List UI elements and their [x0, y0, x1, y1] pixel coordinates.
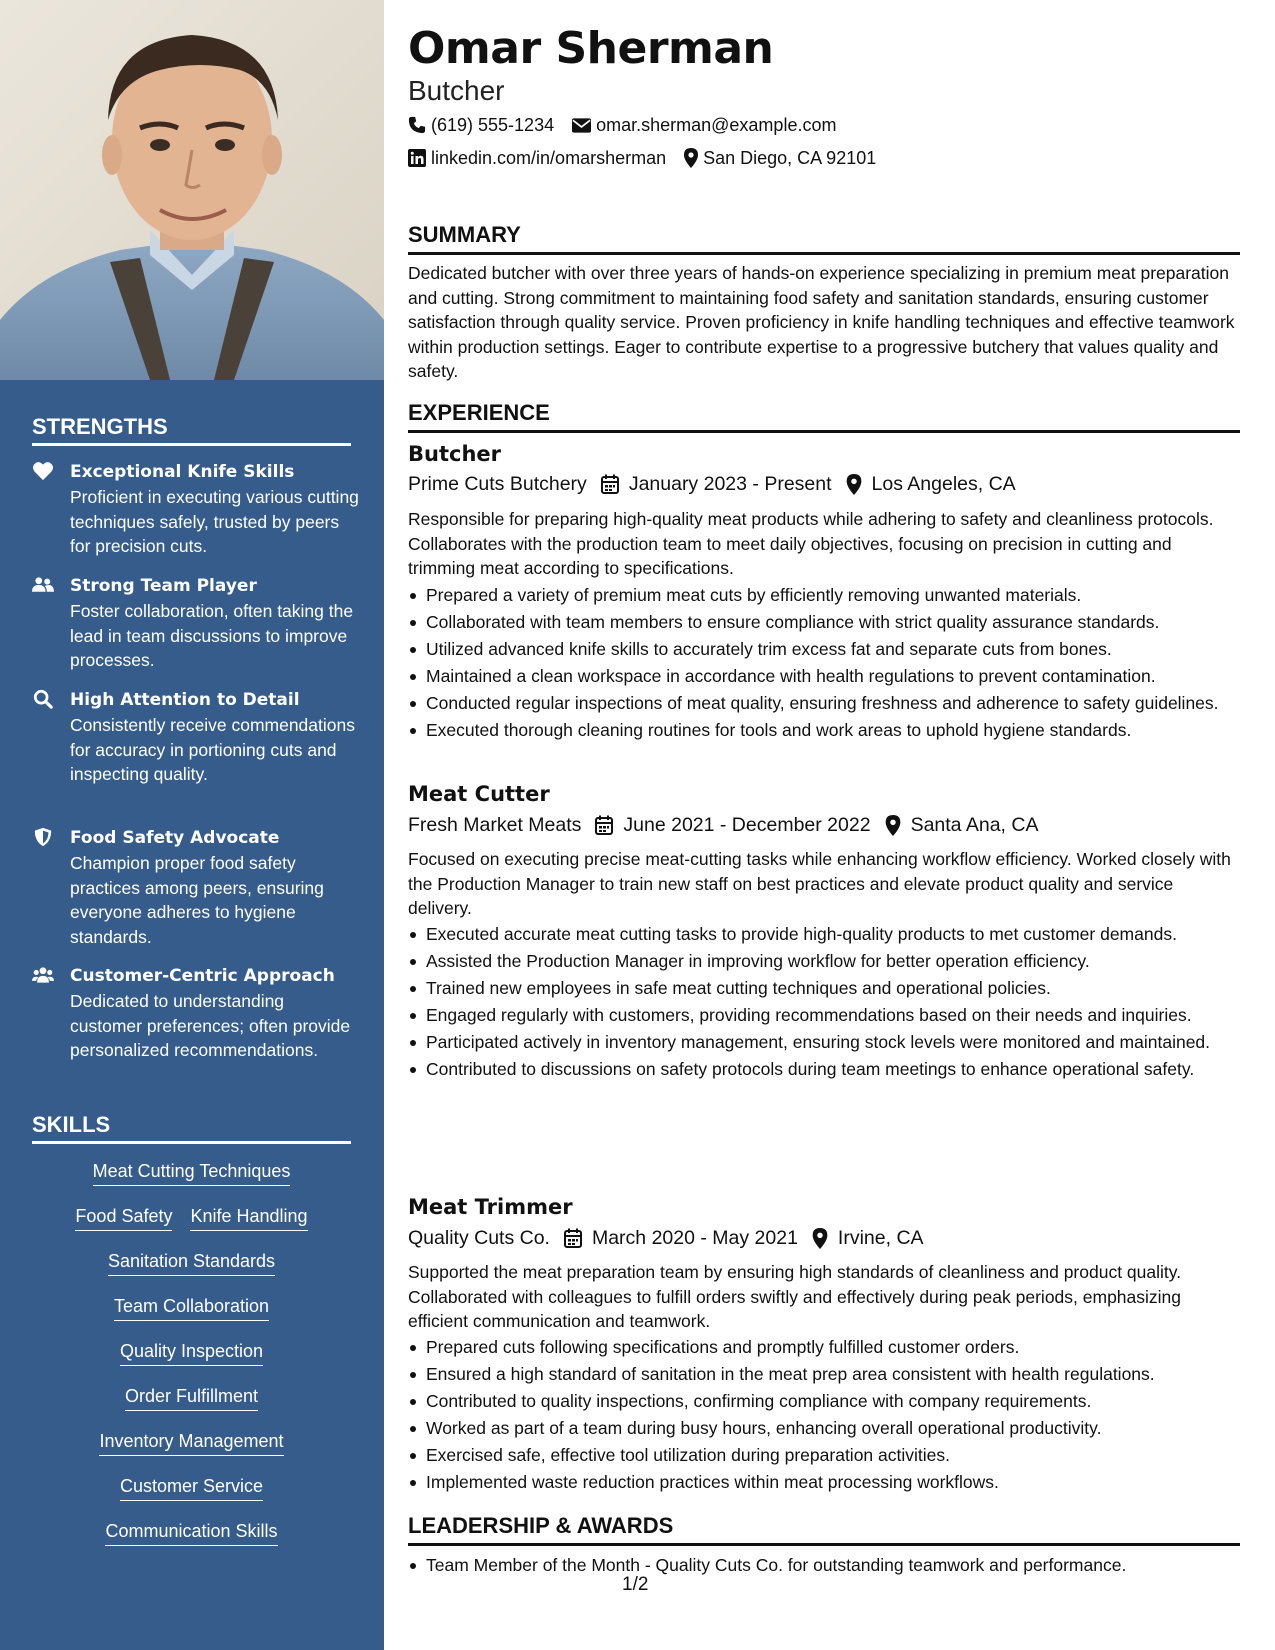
job-meta	[408, 471, 1030, 497]
strength-desc: Foster collaboration, often taking the lead in team discussions to improve processes.	[70, 601, 354, 670]
strength-title: Food Safety Advocate	[70, 828, 280, 848]
job-location: Los Angeles, CA	[871, 473, 1016, 495]
users-icon	[32, 575, 54, 595]
skill-tag: Meat Cutting Techniques	[93, 1160, 291, 1186]
list-item: Implemented waste reduction practices within meat processing workflows.	[426, 1470, 1258, 1495]
job-location: Santa Ana, CA	[910, 814, 1039, 836]
list-item: Utilized advanced knife skills to accurately trim excess fat and separate cuts from bones.	[426, 637, 1258, 662]
list-item: Collaborated with team members to ensure compliance with strict quality assurance standards.	[426, 610, 1258, 635]
skill-tag: Food Safety	[75, 1205, 172, 1231]
job-dates: January 2023 - Present	[628, 473, 832, 495]
calendar-icon	[595, 815, 613, 835]
strength-title: High Attention to Detail	[70, 690, 300, 710]
skills-list	[32, 1160, 351, 1565]
list-item: Trained new employees in safe meat cutting techniques and operational policies.	[426, 976, 1258, 1001]
summary-text: Dedicated butcher with over three years of hands-on experience specializing in premium meat preparation and cutting. Strong commitment to maintaining food safety and sanitation standards, ensuring customer satisfaction through quality service. Proven proficiency in knife handling techniques and effective teamwork within production settings. Eager to contribute expertise to a progressive butchery that values quality and safety.	[408, 263, 1235, 381]
linkedin-link[interactable]: linkedin.com/in/omarsherman	[431, 148, 667, 168]
list-item: Conducted regular inspections of meat quality, ensuring freshness and adherence to safety guidelines.	[426, 691, 1258, 716]
list-item: Worked as part of a team during busy hours, enhancing overall operational productivity.	[426, 1416, 1258, 1441]
map-pin-icon	[846, 474, 862, 495]
job-company: Quality Cuts Co.	[408, 1227, 550, 1249]
job-title: Butcher	[408, 442, 501, 466]
list-item: Ensured a high standard of sanitation in the meat prep area consistent with health regulations.	[426, 1362, 1258, 1387]
map-pin-icon	[812, 1228, 828, 1249]
job-dates: March 2020 - May 2021	[591, 1227, 798, 1249]
skill-tag: Order Fulfillment	[125, 1385, 258, 1411]
skill-tag: Knife Handling	[190, 1205, 307, 1231]
job-company: Fresh Market Meats	[408, 814, 582, 836]
list-item: Maintained a clean workspace in accordance with health regulations to prevent contamination.	[426, 664, 1258, 689]
list-item: Contributed to quality inspections, confirming compliance with company requirements.	[426, 1389, 1258, 1414]
search-icon	[32, 689, 54, 709]
job-bullets	[408, 922, 1258, 1084]
strength-desc: Dedicated to understanding customer preferences; often provide personalized recommendations.	[70, 991, 351, 1060]
strength-title: Strong Team Player	[70, 576, 257, 596]
group-icon	[32, 965, 54, 985]
job-description: Focused on executing precise meat-cutting tasks while enhancing workflow efficiency. Worked closely with the Production Manager to train new staff on best practices and elevate product quality and service delivery.	[408, 849, 1231, 918]
strengths-heading: STRENGTHS	[32, 414, 351, 446]
job-location: Irvine, CA	[837, 1227, 924, 1249]
strength-desc: Proficient in executing various cutting techniques safely, trusted by peers for precision cuts.	[70, 487, 359, 556]
strength-desc: Champion proper food safety practices among peers, ensuring everyone adheres to hygiene standards.	[70, 853, 324, 947]
page-number: 1/2	[622, 1574, 649, 1595]
contact-row-2	[408, 146, 894, 170]
list-item: Contributed to discussions on safety protocols during team meetings to enhance operational safety.	[426, 1057, 1258, 1082]
phone-icon	[408, 116, 426, 134]
list-item: Team Member of the Month - Quality Cuts Co. for outstanding teamwork and performance.	[426, 1553, 1258, 1578]
skills-heading: SKILLS	[32, 1112, 351, 1144]
awards-list	[408, 1553, 1258, 1580]
list-item: Exercised safe, effective tool utilization during preparation activities.	[426, 1443, 1258, 1468]
list-item: Prepared cuts following specifications and promptly fulfilled customer orders.	[426, 1335, 1258, 1360]
list-item: Executed thorough cleaning routines for tools and work areas to uphold hygiene standards.	[426, 718, 1258, 743]
phone-text[interactable]: (619) 555-1234	[431, 115, 555, 135]
heart-icon	[32, 461, 54, 481]
envelope-icon	[572, 118, 591, 133]
strength-title: Exceptional Knife Skills	[70, 462, 295, 482]
skill-tag: Sanitation Standards	[108, 1250, 275, 1276]
job-meta	[408, 812, 1052, 838]
shield-icon	[32, 827, 54, 847]
list-item: Participated actively in inventory management, ensuring stock levels were monitored and maintained.	[426, 1030, 1258, 1055]
job-title: Meat Trimmer	[408, 1195, 573, 1219]
job-title: Meat Cutter	[408, 782, 550, 806]
map-pin-icon	[684, 148, 698, 168]
summary-heading: SUMMARY	[408, 222, 1240, 255]
strength-title: Customer-Centric Approach	[70, 966, 335, 986]
sidebar	[0, 0, 384, 1650]
list-item: Executed accurate meat cutting tasks to provide high-quality products to met customer demands.	[426, 922, 1258, 947]
list-item: Engaged regularly with customers, providing recommendations based on their needs and inquiries.	[426, 1003, 1258, 1028]
job-dates: June 2021 - December 2022	[623, 814, 871, 836]
profile-photo	[0, 0, 384, 380]
location-text: San Diego, CA 92101	[703, 148, 877, 168]
job-meta	[408, 1225, 938, 1251]
skill-tag: Customer Service	[120, 1475, 263, 1501]
calendar-icon	[601, 474, 619, 494]
skill-tag: Inventory Management	[99, 1430, 283, 1456]
job-description: Responsible for preparing high-quality meat products while adhering to safety and cleanliness protocols. Collaborates with the production team to meet daily objectives, focusing on precision in cutting and trimming meat according to specifications.	[408, 509, 1214, 578]
job-description: Supported the meat preparation team by ensuring high standards of cleanliness and product quality. Collaborated with colleagues to fulfill orders swiftly and effectively during peak periods, emphasizing efficient communication and teamwork.	[408, 1262, 1182, 1331]
contact-row-1	[408, 113, 854, 137]
job-bullets	[408, 583, 1258, 745]
experience-heading: EXPERIENCE	[408, 400, 1240, 433]
job-bullets	[408, 1335, 1258, 1497]
map-pin-icon	[885, 815, 901, 836]
strength-desc: Consistently receive commendations for accuracy in portioning cuts and inspecting quality.	[70, 715, 355, 784]
email-link[interactable]: omar.sherman@example.com	[596, 115, 837, 135]
skill-tag: Quality Inspection	[120, 1340, 263, 1366]
skill-tag: Team Collaboration	[114, 1295, 269, 1321]
list-item: Assisted the Production Manager in improving workflow for better operation efficiency.	[426, 949, 1258, 974]
skill-tag: Communication Skills	[105, 1520, 277, 1546]
list-item: Prepared a variety of premium meat cuts by efficiently removing unwanted materials.	[426, 583, 1258, 608]
candidate-title: Butcher	[408, 75, 505, 106]
calendar-icon	[564, 1228, 582, 1248]
awards-heading: LEADERSHIP & AWARDS	[408, 1513, 1240, 1546]
job-company: Prime Cuts Butchery	[408, 473, 587, 495]
linkedin-icon	[408, 149, 426, 167]
candidate-name: Omar Sherman	[408, 23, 774, 74]
